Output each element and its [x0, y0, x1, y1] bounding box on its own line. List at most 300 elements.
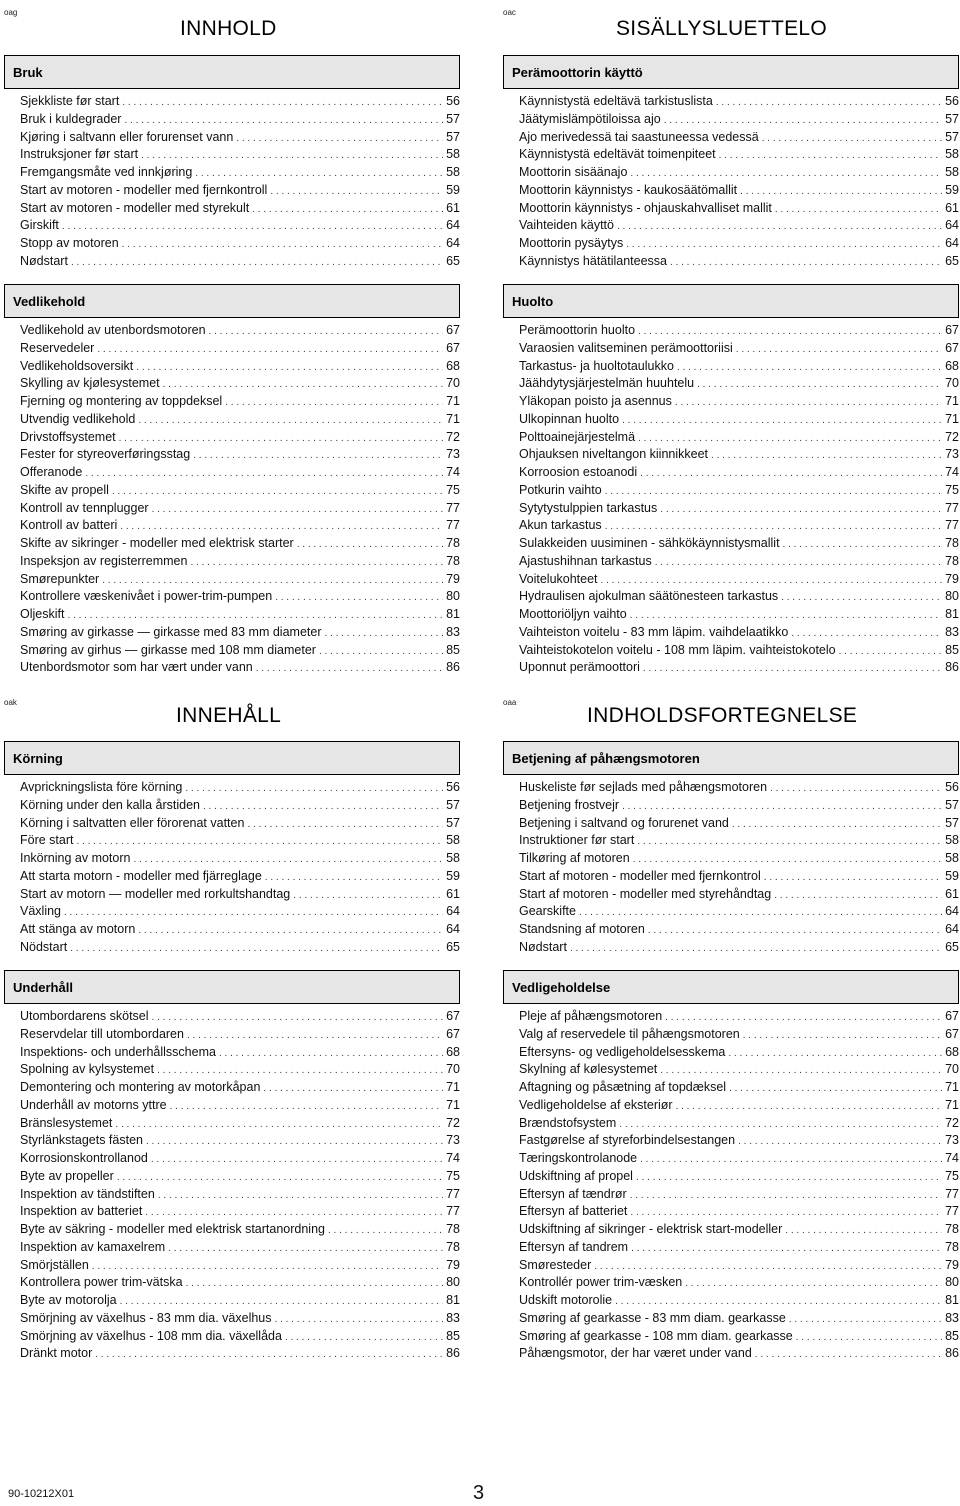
toc-entry-page: 71: [446, 1080, 460, 1094]
toc-entry: [519, 376, 959, 394]
toc-entry: [519, 1346, 959, 1364]
toc-entry-title: Avprickningslista före körning: [20, 780, 183, 794]
dot-leader: [328, 1225, 443, 1236]
toc-entry-page: 67: [446, 323, 460, 337]
toc-entry: [20, 254, 460, 272]
dot-leader: [152, 1012, 444, 1023]
toc-entry-title: Pleje af påhængsmotoren: [519, 1009, 663, 1023]
toc-entry-page: 72: [945, 429, 959, 444]
toc-entry: [519, 501, 959, 519]
toc-entry-page: 67: [446, 340, 460, 355]
toc-entry-title: Yläkopan poisto ja asennus: [519, 394, 672, 408]
toc-entry: [20, 412, 460, 430]
dot-leader: [775, 204, 942, 215]
dot-leader: [102, 575, 443, 586]
dot-leader: [697, 379, 942, 390]
toc-entry-page: 86: [945, 1346, 959, 1361]
toc-entry-page: 71: [945, 1097, 959, 1112]
toc-entry: [20, 869, 460, 887]
toc-entry-page: 58: [945, 851, 959, 865]
toc-entry: [519, 130, 959, 148]
section-header: Betjening af påhængsmotoren: [503, 741, 959, 775]
toc-entry: [20, 465, 460, 483]
toc-entry: [519, 798, 959, 816]
toc-entry-title: Kontroll av tennplugger: [20, 500, 149, 515]
toc-entry: [519, 1258, 959, 1276]
toc-entry: [519, 341, 959, 359]
dot-leader: [163, 379, 443, 390]
toc-entry-title: Varaosien valitseminen perämoottoriisi: [519, 340, 733, 355]
toc-entry-page: 74: [945, 1151, 959, 1165]
dot-leader: [265, 872, 443, 883]
toc-entry-page: 67: [446, 1009, 460, 1023]
toc-entry: [20, 798, 460, 816]
toc-entry-page: 58: [446, 147, 460, 162]
toc-entry-page: 78: [945, 1239, 959, 1254]
quadrant-title: INDHOLDSFORTEGNELSE: [587, 704, 858, 727]
toc-entry-title: Voitelukohteet: [519, 571, 598, 586]
toc-entry-page: 68: [446, 358, 460, 373]
toc-entry: [20, 483, 460, 501]
dot-leader: [115, 1119, 443, 1130]
dot-leader: [626, 239, 942, 250]
toc-entry-title: Smøresteder: [519, 1257, 592, 1272]
toc-entry: [20, 851, 460, 869]
toc-entry-page: 86: [446, 660, 460, 675]
dot-leader: [660, 1065, 942, 1076]
toc-entry-title: Inspektion av batteriet: [20, 1204, 143, 1219]
toc-entry-page: 81: [945, 607, 959, 621]
dot-leader: [660, 504, 942, 515]
toc-entry-page: 78: [945, 1222, 959, 1236]
toc-entry-title: Underhåll av motorns yttre: [20, 1097, 167, 1112]
section-header: Bruk: [4, 55, 460, 89]
toc-entry-page: 77: [446, 518, 460, 533]
toc-entry-title: Bränslesystemet: [20, 1115, 113, 1130]
dot-leader: [631, 1243, 942, 1254]
toc-entry: [20, 1151, 460, 1169]
toc-entry-title: Byte av propeller: [20, 1168, 114, 1183]
quadrant-danish: [503, 694, 960, 1378]
toc-entry: [519, 1027, 959, 1045]
toc-entry-title: Eftersyns- og vedligeholdelsesskema: [519, 1044, 726, 1059]
toc-entry-page: 78: [446, 1239, 460, 1254]
toc-entry-page: 86: [446, 1346, 460, 1361]
dot-leader: [256, 663, 443, 674]
toc-entry-title: Eftersyn af tændrør: [519, 1186, 627, 1201]
dot-leader: [796, 1332, 942, 1343]
toc-entry-page: 74: [945, 465, 959, 479]
toc-entry: [20, 904, 460, 922]
dot-leader: [740, 186, 942, 197]
dot-leader: [655, 557, 942, 568]
toc-entry: [20, 607, 460, 625]
section-header: Underhåll: [4, 970, 460, 1004]
toc-entry: [20, 236, 460, 254]
toc-entry: [20, 1222, 460, 1240]
toc-entry-page: 59: [945, 868, 959, 883]
toc-entry-page: 59: [446, 868, 460, 883]
toc-entry-page: 79: [446, 571, 460, 586]
toc-entry-title: Polttoainejärjestelmä: [519, 429, 636, 444]
toc-entry-page: 72: [945, 1115, 959, 1130]
toc-entry: [519, 147, 959, 165]
toc-entry: [20, 536, 460, 554]
toc-entry-page: 65: [945, 253, 959, 268]
toc-entry-title: Korroosion estoanodi: [519, 465, 638, 479]
dot-leader: [570, 943, 942, 954]
toc-entry-page: 67: [446, 1026, 460, 1041]
toc-entry-page: 58: [446, 165, 460, 179]
dot-leader: [133, 854, 443, 865]
toc-entry-page: 71: [945, 1080, 959, 1094]
toc-entry: [519, 1098, 959, 1116]
toc-entry-title: Skylning af kølesystemet: [519, 1062, 658, 1077]
toc-entry-title: Fjerning og montering av toppdeksel: [20, 394, 223, 408]
dot-leader: [622, 801, 942, 812]
toc-entry-page: 67: [945, 340, 959, 355]
dot-leader: [141, 150, 443, 161]
toc-entry-title: Instruksjoner før start: [20, 147, 139, 162]
toc-entry-title: Körning under den kalla årstiden: [20, 797, 200, 812]
toc-entry-page: 58: [446, 833, 460, 848]
toc-entry-page: 83: [446, 1310, 460, 1325]
toc-entry-title: Fester for styreoverføringsstag: [20, 447, 191, 462]
quadrant-swedish: [4, 694, 464, 1378]
dot-leader: [615, 1296, 942, 1307]
toc-entry: [20, 394, 460, 412]
toc-entry: [20, 430, 460, 448]
toc-entry-title: Start av motoren - modeller med fjernkontroll: [20, 182, 268, 197]
toc-entry-title: Valg af reservedele til påhængsmotoren: [519, 1026, 740, 1041]
toc-list: [20, 323, 460, 678]
toc-entry-page: 83: [945, 624, 959, 639]
toc-entry-page: 58: [945, 165, 959, 179]
dot-leader: [732, 819, 942, 830]
dot-leader: [619, 1119, 942, 1130]
toc-entry: [20, 1045, 460, 1063]
toc-entry: [20, 218, 460, 236]
toc-entry-page: 70: [945, 376, 959, 391]
toc-entry-page: 68: [945, 358, 959, 373]
toc-list: [519, 323, 959, 678]
dot-leader: [638, 326, 942, 337]
toc-entry-title: Skifte av sikringer - modeller med elektrisk starter: [20, 536, 294, 550]
dot-leader: [62, 221, 443, 232]
toc-list: [20, 1009, 460, 1364]
toc-entry: [20, 660, 460, 678]
toc-entry-title: Tarkastus- ja huoltotaulukko: [519, 358, 674, 373]
toc-entry: [20, 501, 460, 519]
toc-entry-title: Kontrollera power trim-vätska: [20, 1275, 183, 1290]
toc-entry-page: 57: [945, 815, 959, 830]
toc-entry-title: Smøring af gearkasse - 108 mm diam. gearkasse: [519, 1328, 793, 1343]
toc-entry: [519, 94, 959, 112]
toc-entry-page: 77: [945, 1204, 959, 1219]
toc-entry: [519, 394, 959, 412]
dot-leader: [685, 1278, 942, 1289]
quadrant-title: SISÄLLYSLUETTELO: [616, 17, 827, 40]
toc-entry-page: 81: [945, 1293, 959, 1307]
dot-leader: [186, 1278, 444, 1289]
toc-entry-title: Inspeksjon av registerremmen: [20, 553, 188, 568]
toc-entry-title: Huskeliste før sejlads med påhængsmotoren: [519, 780, 768, 794]
toc-entry-page: 59: [446, 182, 460, 197]
toc-entry: [519, 625, 959, 643]
toc-entry-page: 74: [446, 1151, 460, 1165]
toc-entry-title: Skylling av kjølesystemet: [20, 376, 160, 391]
toc-entry: [519, 643, 959, 661]
toc-entry-page: 65: [446, 253, 460, 268]
section-header: Körning: [4, 741, 460, 775]
toc-entry: [20, 341, 460, 359]
toc-entry: [519, 572, 959, 590]
dot-leader: [605, 521, 942, 532]
dot-leader: [145, 1207, 443, 1218]
dot-leader: [119, 433, 443, 444]
toc-entry: [519, 183, 959, 201]
toc-entry-page: 85: [446, 1328, 460, 1343]
dot-leader: [297, 539, 443, 550]
toc-entry-page: 71: [945, 411, 959, 426]
dot-leader: [236, 133, 443, 144]
toc-entry-page: 77: [945, 500, 959, 515]
dot-leader: [774, 890, 942, 901]
toc-entry: [519, 1133, 959, 1151]
dot-leader: [781, 592, 942, 603]
toc-entry-page: 64: [945, 922, 959, 936]
dot-leader: [92, 1261, 443, 1272]
toc-entry: [20, 1240, 460, 1258]
dot-leader: [247, 819, 443, 830]
toc-entry-title: Bruk i kuldegrader: [20, 111, 122, 126]
toc-entry-title: Sytytystulppien tarkastus: [519, 500, 658, 515]
toc-entry-page: 64: [945, 904, 959, 919]
toc-entry-title: Nødstart: [20, 253, 68, 268]
toc-entry: [519, 1329, 959, 1347]
toc-entry: [20, 1027, 460, 1045]
quadrant-title: INNEHÅLL: [176, 704, 282, 727]
toc-entry: [20, 833, 460, 851]
toc-entry-title: Kontrollere væskenivået i power-trim-pumpen: [20, 589, 273, 604]
dot-leader: [605, 486, 942, 497]
section-header: Vedligeholdelse: [503, 970, 959, 1004]
toc-entry: [519, 536, 959, 554]
toc-entry-page: 57: [945, 111, 959, 126]
toc-entry-page: 80: [945, 1275, 959, 1290]
toc-entry-page: 68: [945, 1044, 959, 1059]
toc-entry: [519, 323, 959, 341]
dot-leader: [263, 1083, 443, 1094]
toc-entry: [519, 1169, 959, 1187]
toc-entry: [20, 816, 460, 834]
toc-entry: [20, 1258, 460, 1276]
dot-leader: [85, 468, 443, 479]
toc-entry: [20, 147, 460, 165]
dot-leader: [157, 1065, 443, 1076]
toc-list: [519, 94, 959, 272]
toc-entry-page: 83: [446, 624, 460, 639]
document-code: 90-10212X01: [8, 1488, 75, 1500]
dot-leader: [670, 257, 942, 268]
toc-entry-page: 77: [446, 1204, 460, 1219]
toc-entry-page: 57: [446, 129, 460, 144]
toc-entry-title: Käynnistys hätätilanteessa: [519, 253, 668, 268]
toc-entry-page: 85: [945, 642, 959, 657]
toc-entry-page: 56: [945, 94, 959, 108]
toc-entry: [519, 1151, 959, 1169]
toc-entry-title: Vedligeholdelse af eksteriør: [519, 1097, 673, 1112]
toc-entry: [20, 589, 460, 607]
toc-entry-page: 79: [945, 571, 959, 586]
dot-leader: [120, 1296, 444, 1307]
toc-entry: [519, 869, 959, 887]
toc-entry-page: 58: [446, 851, 460, 865]
dot-leader: [636, 1172, 942, 1183]
toc-entry-title: Utenbordsmotor som har vært under vann: [20, 660, 253, 675]
toc-entry-page: 80: [446, 1275, 460, 1290]
page-number: 3: [473, 1482, 485, 1504]
dot-leader: [168, 1243, 443, 1254]
toc-entry-title: Inspektion av kamaxelrem: [20, 1239, 166, 1254]
dot-leader: [728, 1048, 942, 1059]
toc-entry: [20, 183, 460, 201]
toc-entry-page: 64: [945, 218, 959, 233]
toc-entry-page: 64: [446, 922, 460, 936]
toc-entry-title: Stopp av motoren: [20, 236, 119, 250]
toc-entry-title: Kjøring i saltvann eller forurenset vann: [20, 129, 234, 144]
toc-entry-title: Moottorin käynnistys - kaukosäätömallit: [519, 182, 738, 197]
toc-entry: [519, 1293, 959, 1311]
toc-entry: [519, 1311, 959, 1329]
toc-entry-title: Offeranode: [20, 465, 83, 479]
toc-entry-title: Smörjning av växelhus - 83 mm dia. växelhus: [20, 1310, 272, 1325]
toc-entry-page: 77: [945, 518, 959, 533]
toc-entry: [20, 643, 460, 661]
toc-entry-page: 67: [945, 1009, 959, 1023]
dot-leader: [764, 872, 942, 883]
toc-entry: [519, 1275, 959, 1293]
toc-entry-page: 64: [945, 236, 959, 250]
dot-leader: [275, 1314, 444, 1325]
toc-entry: [519, 1222, 959, 1240]
toc-entry: [519, 904, 959, 922]
toc-entry-title: Ajo merivedessä tai saastuneessa vedessä: [519, 129, 759, 144]
toc-entry-page: 56: [446, 780, 460, 794]
toc-entry: [519, 1045, 959, 1063]
toc-entry-title: Hydraulisen ajokulman säätönesteen tarkastus: [519, 589, 779, 604]
dot-leader: [158, 1190, 443, 1201]
toc-entry-title: Smøring af gearkasse - 83 mm diam. gearkasse: [519, 1310, 786, 1325]
toc-entry: [20, 1329, 460, 1347]
toc-entry-title: Växling: [20, 904, 61, 919]
toc-entry-page: 61: [446, 886, 460, 901]
toc-entry-page: 64: [446, 218, 460, 233]
dot-leader: [151, 1154, 443, 1165]
toc-entry: [20, 130, 460, 148]
dot-leader: [676, 1101, 943, 1112]
toc-entry-title: Instruktioner før start: [519, 833, 635, 848]
dot-leader: [71, 257, 443, 268]
toc-entry-title: Girskift: [20, 218, 59, 233]
toc-entry-title: Påhængsmotor, der har været under vand: [519, 1346, 752, 1361]
toc-entry-title: Drivstoffsystemet: [20, 429, 116, 444]
toc-entry-page: 59: [945, 182, 959, 197]
dot-leader: [630, 610, 942, 621]
toc-entry-title: Inkörning av motorn: [20, 851, 131, 865]
toc-entry-page: 58: [945, 833, 959, 848]
toc-entry: [20, 625, 460, 643]
toc-entry-page: 81: [446, 607, 460, 621]
toc-entry-title: Tilkøring af motoren: [519, 851, 630, 865]
toc-entry-title: Start av motoren - modeller med styrekult: [20, 200, 250, 215]
toc-entry: [20, 1293, 460, 1311]
dot-leader: [252, 204, 443, 215]
dot-leader: [146, 1136, 443, 1147]
toc-entry-page: 78: [446, 553, 460, 568]
dot-leader: [124, 115, 443, 126]
toc-entry: [20, 1133, 460, 1151]
toc-entry-page: 78: [945, 536, 959, 550]
toc-entry: [519, 412, 959, 430]
dot-leader: [839, 646, 942, 657]
toc-entry: [20, 1080, 460, 1098]
toc-entry: [519, 430, 959, 448]
dot-leader: [185, 783, 443, 794]
toc-entry-title: Moottoriöljyn vaihto: [519, 607, 627, 621]
dot-leader: [138, 925, 443, 936]
toc-entry-title: Korrosionskontrollanod: [20, 1151, 148, 1165]
toc-entry-page: 65: [945, 939, 959, 954]
toc-entry-title: Vedlikehold av utenbordsmotoren: [20, 323, 206, 337]
toc-entry-title: Betjening i saltvand og forurenet vand: [519, 815, 729, 830]
toc-entry-page: 83: [945, 1310, 959, 1325]
toc-entry-title: Ohjauksen niveltangon kiinnikkeet: [519, 447, 709, 462]
toc-entry: [519, 359, 959, 377]
dot-leader: [648, 925, 942, 936]
toc-entry-page: 72: [446, 1115, 460, 1130]
toc-entry-title: Potkurin vaihto: [519, 482, 602, 497]
dot-leader: [640, 468, 942, 479]
toc-entry-title: Sjekkliste før start: [20, 94, 120, 108]
toc-entry: [519, 660, 959, 678]
dot-leader: [638, 433, 942, 444]
dot-leader: [791, 628, 942, 639]
toc-entry-title: Ulkopinnan huolto: [519, 411, 620, 426]
toc-entry: [20, 1346, 460, 1364]
toc-entry: [20, 1275, 460, 1293]
toc-list: [519, 1009, 959, 1364]
toc-entry-title: Tæringskontrolanode: [519, 1151, 638, 1165]
section-header: Huolto: [503, 284, 959, 318]
dot-leader: [136, 362, 443, 373]
toc-entry-page: 85: [945, 1328, 959, 1343]
toc-entry-title: Vaihteistokotelon voitelu - 108 mm läpim. vaihteistokotelo: [519, 642, 836, 657]
toc-entry: [519, 1080, 959, 1098]
toc-entry-title: Betjening frostvejr: [519, 797, 620, 812]
quadrant-title: INNHOLD: [180, 17, 277, 40]
toc-entry-page: 81: [446, 1293, 460, 1307]
dot-leader: [77, 836, 444, 847]
toc-entry-page: 68: [446, 1044, 460, 1059]
toc-entry-page: 64: [446, 904, 460, 919]
toc-entry-page: 57: [446, 815, 460, 830]
dot-leader: [738, 1136, 942, 1147]
toc-entry-page: 67: [945, 323, 959, 337]
toc-entry-title: Att stänga av motorn: [20, 922, 136, 936]
dot-leader: [677, 362, 942, 373]
dot-leader: [762, 133, 942, 144]
